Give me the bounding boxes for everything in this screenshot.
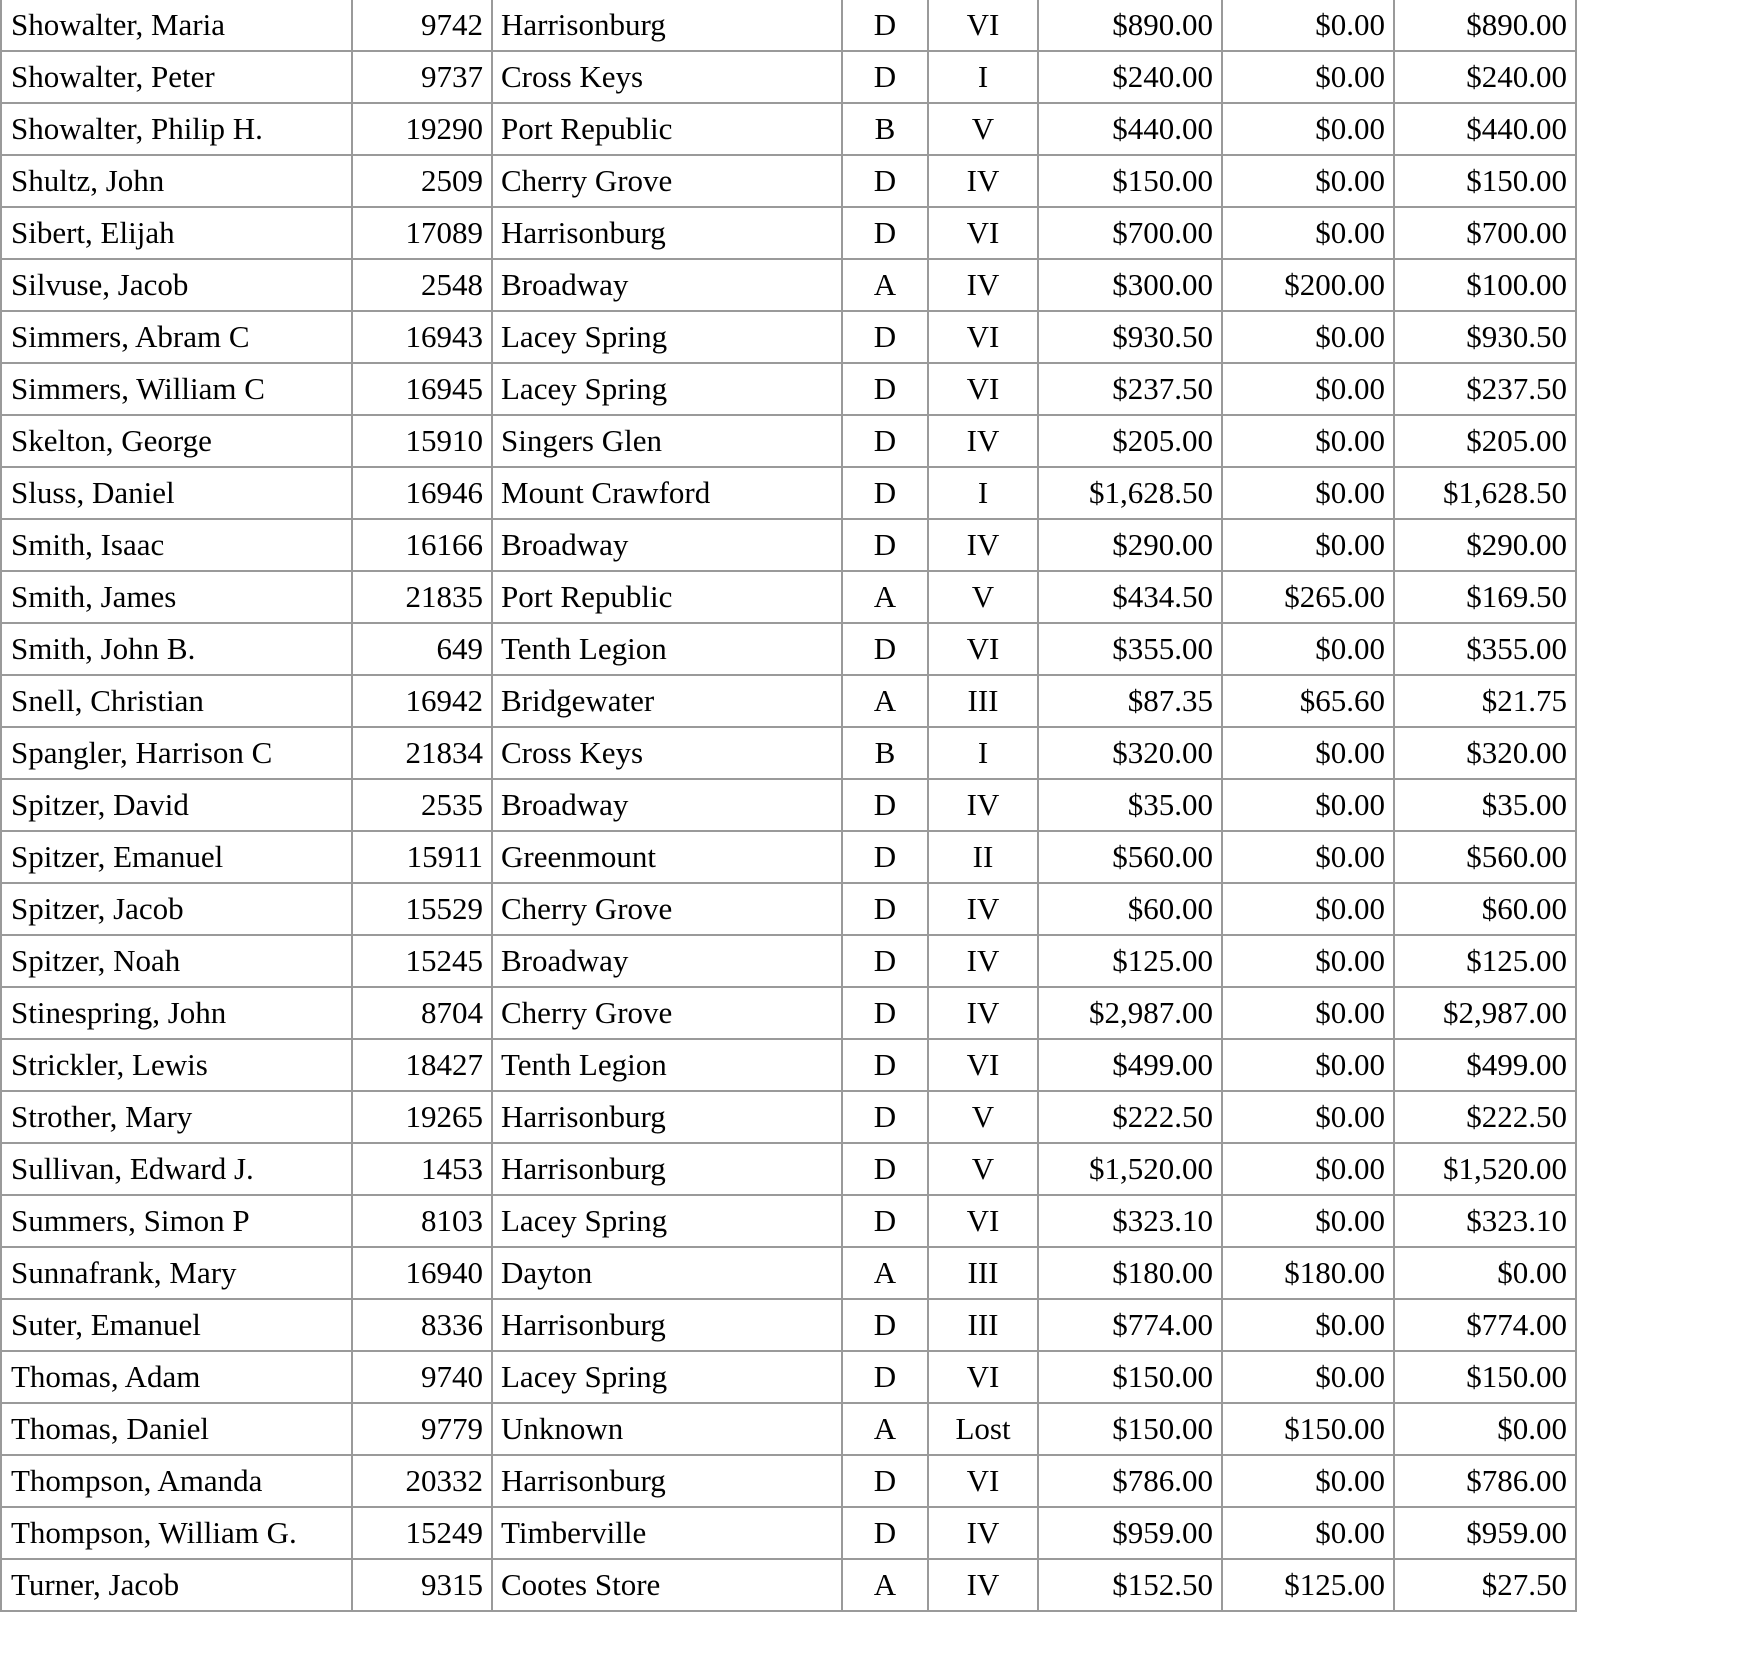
claimant-name-cell: Showalter, Peter: [1, 51, 352, 103]
class-cell: D: [842, 1091, 928, 1143]
class-cell: A: [842, 571, 928, 623]
amount-disallowed-cell: $35.00: [1394, 779, 1576, 831]
division-cell: IV: [928, 259, 1038, 311]
class-cell: D: [842, 935, 928, 987]
amount-disallowed-cell: $222.50: [1394, 1091, 1576, 1143]
division-cell: V: [928, 103, 1038, 155]
table-row: [1, 519, 1576, 571]
class-cell: B: [842, 727, 928, 779]
table-row: [1, 1091, 1576, 1143]
class-cell: D: [842, 1455, 928, 1507]
location-cell: Harrisonburg: [492, 1091, 842, 1143]
claimant-name-cell: Sunnafrank, Mary: [1, 1247, 352, 1299]
claim-number-cell: 9779: [352, 1403, 492, 1455]
claim-number-cell: 15249: [352, 1507, 492, 1559]
class-cell: D: [842, 831, 928, 883]
class-cell: D: [842, 51, 928, 103]
class-cell: D: [842, 207, 928, 259]
class-cell: D: [842, 1195, 928, 1247]
table-row: [1, 1351, 1576, 1403]
division-cell: IV: [928, 1507, 1038, 1559]
table-row: [1, 623, 1576, 675]
division-cell: III: [928, 1247, 1038, 1299]
location-cell: Bridgewater: [492, 675, 842, 727]
amount-allowed-cell: $0.00: [1222, 1091, 1394, 1143]
amount-claimed-cell: $930.50: [1038, 311, 1222, 363]
division-cell: IV: [928, 883, 1038, 935]
amount-allowed-cell: $265.00: [1222, 571, 1394, 623]
class-cell: A: [842, 675, 928, 727]
claim-number-cell: 19290: [352, 103, 492, 155]
claim-number-cell: 9737: [352, 51, 492, 103]
division-cell: V: [928, 1143, 1038, 1195]
claim-number-cell: 16945: [352, 363, 492, 415]
class-cell: D: [842, 1039, 928, 1091]
claimant-name-cell: Smith, John B.: [1, 623, 352, 675]
amount-claimed-cell: $222.50: [1038, 1091, 1222, 1143]
claim-number-cell: 21835: [352, 571, 492, 623]
claim-number-cell: 15529: [352, 883, 492, 935]
class-cell: D: [842, 623, 928, 675]
division-cell: III: [928, 675, 1038, 727]
amount-allowed-cell: $0.00: [1222, 363, 1394, 415]
claim-number-cell: 2548: [352, 259, 492, 311]
location-cell: Cherry Grove: [492, 987, 842, 1039]
claimant-name-cell: Skelton, George: [1, 415, 352, 467]
claim-number-cell: 16166: [352, 519, 492, 571]
amount-allowed-cell: $65.60: [1222, 675, 1394, 727]
claimant-name-cell: Spitzer, Jacob: [1, 883, 352, 935]
amount-allowed-cell: $150.00: [1222, 1403, 1394, 1455]
amount-allowed-cell: $0.00: [1222, 779, 1394, 831]
amount-claimed-cell: $2,987.00: [1038, 987, 1222, 1039]
amount-claimed-cell: $786.00: [1038, 1455, 1222, 1507]
table-row: [1, 0, 1576, 51]
division-cell: VI: [928, 1351, 1038, 1403]
claim-number-cell: 9740: [352, 1351, 492, 1403]
location-cell: Lacey Spring: [492, 1195, 842, 1247]
amount-allowed-cell: $0.00: [1222, 1299, 1394, 1351]
amount-claimed-cell: $60.00: [1038, 883, 1222, 935]
claimant-name-cell: Showalter, Maria: [1, 0, 352, 51]
amount-disallowed-cell: $1,628.50: [1394, 467, 1576, 519]
amount-disallowed-cell: $0.00: [1394, 1247, 1576, 1299]
claim-number-cell: 19265: [352, 1091, 492, 1143]
claimant-name-cell: Spitzer, Emanuel: [1, 831, 352, 883]
table-row: [1, 311, 1576, 363]
claimant-name-cell: Spitzer, Noah: [1, 935, 352, 987]
location-cell: Tenth Legion: [492, 623, 842, 675]
division-cell: I: [928, 727, 1038, 779]
division-cell: VI: [928, 623, 1038, 675]
location-cell: Mount Crawford: [492, 467, 842, 519]
claimant-name-cell: Thomas, Adam: [1, 1351, 352, 1403]
location-cell: Broadway: [492, 519, 842, 571]
class-cell: D: [842, 415, 928, 467]
claimant-name-cell: Stinespring, John: [1, 987, 352, 1039]
location-cell: Unknown: [492, 1403, 842, 1455]
amount-disallowed-cell: $890.00: [1394, 0, 1576, 51]
class-cell: D: [842, 363, 928, 415]
amount-allowed-cell: $0.00: [1222, 1455, 1394, 1507]
amount-claimed-cell: $440.00: [1038, 103, 1222, 155]
amount-allowed-cell: $0.00: [1222, 415, 1394, 467]
amount-claimed-cell: $150.00: [1038, 1403, 1222, 1455]
amount-disallowed-cell: $930.50: [1394, 311, 1576, 363]
location-cell: Tenth Legion: [492, 1039, 842, 1091]
division-cell: III: [928, 1299, 1038, 1351]
claimant-name-cell: Strother, Mary: [1, 1091, 352, 1143]
amount-claimed-cell: $499.00: [1038, 1039, 1222, 1091]
location-cell: Broadway: [492, 935, 842, 987]
amount-allowed-cell: $0.00: [1222, 311, 1394, 363]
table-row: [1, 831, 1576, 883]
class-cell: A: [842, 1247, 928, 1299]
table-row: [1, 1299, 1576, 1351]
amount-allowed-cell: $0.00: [1222, 1143, 1394, 1195]
amount-disallowed-cell: $150.00: [1394, 1351, 1576, 1403]
amount-claimed-cell: $700.00: [1038, 207, 1222, 259]
table-row: [1, 207, 1576, 259]
amount-disallowed-cell: $60.00: [1394, 883, 1576, 935]
amount-disallowed-cell: $560.00: [1394, 831, 1576, 883]
location-cell: Timberville: [492, 1507, 842, 1559]
division-cell: IV: [928, 1559, 1038, 1611]
location-cell: Broadway: [492, 259, 842, 311]
claim-number-cell: 9315: [352, 1559, 492, 1611]
amount-disallowed-cell: $700.00: [1394, 207, 1576, 259]
class-cell: D: [842, 779, 928, 831]
class-cell: D: [842, 311, 928, 363]
amount-claimed-cell: $434.50: [1038, 571, 1222, 623]
claim-number-cell: 649: [352, 623, 492, 675]
amount-disallowed-cell: $100.00: [1394, 259, 1576, 311]
amount-claimed-cell: $1,628.50: [1038, 467, 1222, 519]
table-row: [1, 1039, 1576, 1091]
claim-number-cell: 20332: [352, 1455, 492, 1507]
amount-disallowed-cell: $774.00: [1394, 1299, 1576, 1351]
amount-allowed-cell: $0.00: [1222, 155, 1394, 207]
division-cell: IV: [928, 987, 1038, 1039]
division-cell: VI: [928, 207, 1038, 259]
claim-number-cell: 17089: [352, 207, 492, 259]
table-row: [1, 1195, 1576, 1247]
amount-disallowed-cell: $2,987.00: [1394, 987, 1576, 1039]
location-cell: Harrisonburg: [492, 0, 842, 51]
amount-claimed-cell: $890.00: [1038, 0, 1222, 51]
table-row: [1, 1559, 1576, 1611]
table-row: [1, 415, 1576, 467]
amount-disallowed-cell: $323.10: [1394, 1195, 1576, 1247]
amount-allowed-cell: $0.00: [1222, 519, 1394, 571]
claimant-name-cell: Simmers, Abram C: [1, 311, 352, 363]
amount-allowed-cell: $0.00: [1222, 51, 1394, 103]
division-cell: V: [928, 571, 1038, 623]
table-row: [1, 259, 1576, 311]
amount-disallowed-cell: $355.00: [1394, 623, 1576, 675]
amount-disallowed-cell: $959.00: [1394, 1507, 1576, 1559]
amount-claimed-cell: $35.00: [1038, 779, 1222, 831]
class-cell: D: [842, 467, 928, 519]
amount-disallowed-cell: $150.00: [1394, 155, 1576, 207]
table-row: [1, 155, 1576, 207]
amount-disallowed-cell: $237.50: [1394, 363, 1576, 415]
table-row: [1, 727, 1576, 779]
location-cell: Lacey Spring: [492, 1351, 842, 1403]
claim-number-cell: 15245: [352, 935, 492, 987]
division-cell: Lost: [928, 1403, 1038, 1455]
claimant-name-cell: Turner, Jacob: [1, 1559, 352, 1611]
amount-allowed-cell: $0.00: [1222, 103, 1394, 155]
amount-claimed-cell: $240.00: [1038, 51, 1222, 103]
amount-claimed-cell: $1,520.00: [1038, 1143, 1222, 1195]
claim-number-cell: 16942: [352, 675, 492, 727]
division-cell: VI: [928, 1039, 1038, 1091]
claimant-name-cell: Summers, Simon P: [1, 1195, 352, 1247]
division-cell: VI: [928, 1195, 1038, 1247]
amount-claimed-cell: $152.50: [1038, 1559, 1222, 1611]
table-row: [1, 1143, 1576, 1195]
claim-number-cell: 15910: [352, 415, 492, 467]
claimant-name-cell: Thompson, William G.: [1, 1507, 352, 1559]
claim-number-cell: 8103: [352, 1195, 492, 1247]
table-row: [1, 779, 1576, 831]
amount-disallowed-cell: $125.00: [1394, 935, 1576, 987]
amount-disallowed-cell: $169.50: [1394, 571, 1576, 623]
amount-claimed-cell: $774.00: [1038, 1299, 1222, 1351]
amount-allowed-cell: $0.00: [1222, 623, 1394, 675]
division-cell: IV: [928, 155, 1038, 207]
claimant-name-cell: Spangler, Harrison C: [1, 727, 352, 779]
table-row: [1, 103, 1576, 155]
amount-disallowed-cell: $1,520.00: [1394, 1143, 1576, 1195]
table-row: [1, 467, 1576, 519]
location-cell: Cross Keys: [492, 727, 842, 779]
class-cell: D: [842, 1351, 928, 1403]
claim-number-cell: 15911: [352, 831, 492, 883]
amount-claimed-cell: $180.00: [1038, 1247, 1222, 1299]
table-row: [1, 987, 1576, 1039]
claim-number-cell: 9742: [352, 0, 492, 51]
class-cell: D: [842, 0, 928, 51]
claim-number-cell: 16946: [352, 467, 492, 519]
class-cell: A: [842, 1559, 928, 1611]
amount-claimed-cell: $300.00: [1038, 259, 1222, 311]
amount-claimed-cell: $150.00: [1038, 1351, 1222, 1403]
amount-claimed-cell: $125.00: [1038, 935, 1222, 987]
claimant-name-cell: Showalter, Philip H.: [1, 103, 352, 155]
amount-allowed-cell: $0.00: [1222, 1351, 1394, 1403]
division-cell: IV: [928, 415, 1038, 467]
amount-claimed-cell: $320.00: [1038, 727, 1222, 779]
table-row: [1, 883, 1576, 935]
division-cell: IV: [928, 519, 1038, 571]
class-cell: A: [842, 259, 928, 311]
claim-number-cell: 2509: [352, 155, 492, 207]
amount-allowed-cell: $0.00: [1222, 1039, 1394, 1091]
claimant-name-cell: Simmers, William C: [1, 363, 352, 415]
claimant-name-cell: Thompson, Amanda: [1, 1455, 352, 1507]
claimant-name-cell: Snell, Christian: [1, 675, 352, 727]
location-cell: Harrisonburg: [492, 1455, 842, 1507]
amount-allowed-cell: $0.00: [1222, 207, 1394, 259]
amount-disallowed-cell: $499.00: [1394, 1039, 1576, 1091]
location-cell: Lacey Spring: [492, 363, 842, 415]
table-body: [1, 0, 1576, 1611]
division-cell: VI: [928, 363, 1038, 415]
claimant-name-cell: Sibert, Elijah: [1, 207, 352, 259]
table-row: [1, 363, 1576, 415]
claimant-name-cell: Silvuse, Jacob: [1, 259, 352, 311]
amount-disallowed-cell: $205.00: [1394, 415, 1576, 467]
amount-claimed-cell: $560.00: [1038, 831, 1222, 883]
class-cell: B: [842, 103, 928, 155]
division-cell: IV: [928, 779, 1038, 831]
table-row: [1, 1403, 1576, 1455]
table-row: [1, 1247, 1576, 1299]
amount-allowed-cell: $0.00: [1222, 1507, 1394, 1559]
table-row: [1, 571, 1576, 623]
location-cell: Broadway: [492, 779, 842, 831]
location-cell: Port Republic: [492, 571, 842, 623]
amount-allowed-cell: $0.00: [1222, 727, 1394, 779]
amount-allowed-cell: $200.00: [1222, 259, 1394, 311]
claim-number-cell: 8704: [352, 987, 492, 1039]
amount-disallowed-cell: $290.00: [1394, 519, 1576, 571]
location-cell: Harrisonburg: [492, 207, 842, 259]
claimant-name-cell: Strickler, Lewis: [1, 1039, 352, 1091]
claimant-name-cell: Smith, James: [1, 571, 352, 623]
amount-allowed-cell: $0.00: [1222, 0, 1394, 51]
class-cell: A: [842, 1403, 928, 1455]
amount-allowed-cell: $0.00: [1222, 467, 1394, 519]
amount-allowed-cell: $125.00: [1222, 1559, 1394, 1611]
division-cell: VI: [928, 1455, 1038, 1507]
division-cell: I: [928, 467, 1038, 519]
amount-disallowed-cell: $240.00: [1394, 51, 1576, 103]
class-cell: D: [842, 155, 928, 207]
class-cell: D: [842, 1507, 928, 1559]
claimant-name-cell: Sullivan, Edward J.: [1, 1143, 352, 1195]
amount-claimed-cell: $150.00: [1038, 155, 1222, 207]
claim-number-cell: 18427: [352, 1039, 492, 1091]
amount-claimed-cell: $237.50: [1038, 363, 1222, 415]
division-cell: VI: [928, 0, 1038, 51]
location-cell: Dayton: [492, 1247, 842, 1299]
claimant-name-cell: Thomas, Daniel: [1, 1403, 352, 1455]
amount-claimed-cell: $323.10: [1038, 1195, 1222, 1247]
amount-disallowed-cell: $0.00: [1394, 1403, 1576, 1455]
division-cell: IV: [928, 935, 1038, 987]
location-cell: Greenmount: [492, 831, 842, 883]
claimant-name-cell: Suter, Emanuel: [1, 1299, 352, 1351]
location-cell: Port Republic: [492, 103, 842, 155]
amount-allowed-cell: $0.00: [1222, 831, 1394, 883]
location-cell: Cherry Grove: [492, 155, 842, 207]
location-cell: Singers Glen: [492, 415, 842, 467]
division-cell: VI: [928, 311, 1038, 363]
amount-claimed-cell: $355.00: [1038, 623, 1222, 675]
class-cell: D: [842, 1143, 928, 1195]
claim-number-cell: 1453: [352, 1143, 492, 1195]
division-cell: V: [928, 1091, 1038, 1143]
class-cell: D: [842, 519, 928, 571]
amount-allowed-cell: $0.00: [1222, 935, 1394, 987]
amount-allowed-cell: $180.00: [1222, 1247, 1394, 1299]
location-cell: Harrisonburg: [492, 1299, 842, 1351]
amount-disallowed-cell: $320.00: [1394, 727, 1576, 779]
division-cell: II: [928, 831, 1038, 883]
claim-number-cell: 16943: [352, 311, 492, 363]
amount-disallowed-cell: $786.00: [1394, 1455, 1576, 1507]
amount-allowed-cell: $0.00: [1222, 1195, 1394, 1247]
class-cell: D: [842, 987, 928, 1039]
claimant-name-cell: Spitzer, David: [1, 779, 352, 831]
table-row: [1, 51, 1576, 103]
table-row: [1, 675, 1576, 727]
claim-number-cell: 16940: [352, 1247, 492, 1299]
amount-claimed-cell: $959.00: [1038, 1507, 1222, 1559]
claim-number-cell: 2535: [352, 779, 492, 831]
location-cell: Harrisonburg: [492, 1143, 842, 1195]
class-cell: D: [842, 883, 928, 935]
location-cell: Cherry Grove: [492, 883, 842, 935]
amount-claimed-cell: $87.35: [1038, 675, 1222, 727]
claimant-name-cell: Sluss, Daniel: [1, 467, 352, 519]
table-row: [1, 1455, 1576, 1507]
claimant-name-cell: Shultz, John: [1, 155, 352, 207]
claim-number-cell: 8336: [352, 1299, 492, 1351]
claim-number-cell: 21834: [352, 727, 492, 779]
amount-allowed-cell: $0.00: [1222, 883, 1394, 935]
location-cell: Lacey Spring: [492, 311, 842, 363]
class-cell: D: [842, 1299, 928, 1351]
claimant-name-cell: Smith, Isaac: [1, 519, 352, 571]
amount-disallowed-cell: $21.75: [1394, 675, 1576, 727]
table-row: [1, 1507, 1576, 1559]
amount-claimed-cell: $205.00: [1038, 415, 1222, 467]
amount-disallowed-cell: $27.50: [1394, 1559, 1576, 1611]
amount-claimed-cell: $290.00: [1038, 519, 1222, 571]
location-cell: Cross Keys: [492, 51, 842, 103]
amount-disallowed-cell: $440.00: [1394, 103, 1576, 155]
amount-allowed-cell: $0.00: [1222, 987, 1394, 1039]
division-cell: I: [928, 51, 1038, 103]
table-row: [1, 935, 1576, 987]
location-cell: Cootes Store: [492, 1559, 842, 1611]
